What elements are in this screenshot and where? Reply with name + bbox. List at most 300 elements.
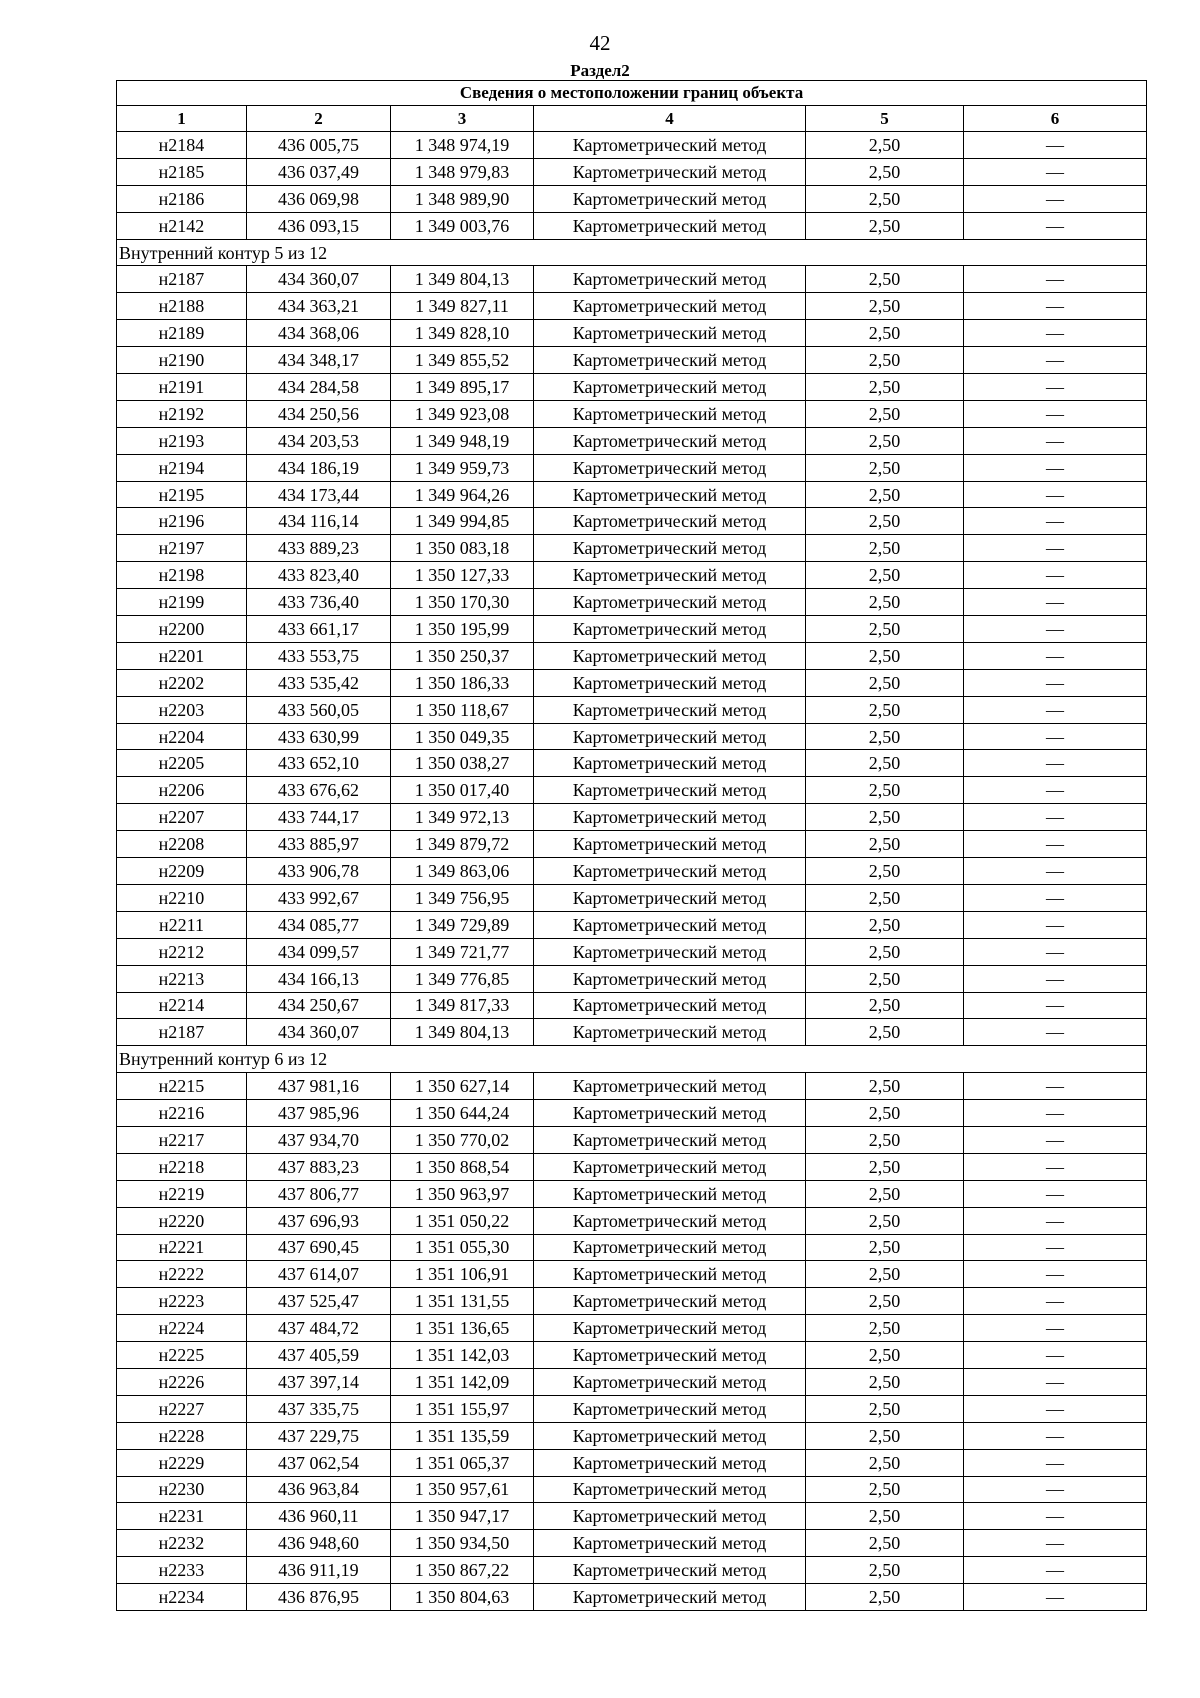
point-id-cell: н2198 (117, 562, 247, 589)
note-cell: — (964, 1584, 1147, 1611)
accuracy-cell: 2,50 (806, 911, 964, 938)
table-row (117, 938, 1147, 965)
note-cell: — (964, 1288, 1147, 1315)
column-header: 4 (534, 106, 806, 132)
accuracy-cell: 2,50 (806, 642, 964, 669)
column-header: 6 (964, 106, 1147, 132)
point-id-cell: н2232 (117, 1530, 247, 1557)
y-coordinate-cell: 1 350 049,35 (391, 723, 534, 750)
method-cell: Картометрический метод (534, 1261, 806, 1288)
column-header-row (117, 106, 1147, 132)
x-coordinate-cell: 436 948,60 (247, 1530, 391, 1557)
note-cell: — (964, 185, 1147, 212)
table-row (117, 562, 1147, 589)
accuracy-cell: 2,50 (806, 965, 964, 992)
point-id-cell: н2184 (117, 132, 247, 159)
y-coordinate-cell: 1 349 959,73 (391, 454, 534, 481)
y-coordinate-cell: 1 350 867,22 (391, 1557, 534, 1584)
method-cell: Картометрический метод (534, 831, 806, 858)
method-cell: Картометрический метод (534, 1557, 806, 1584)
method-cell: Картометрический метод (534, 535, 806, 562)
note-cell: — (964, 777, 1147, 804)
accuracy-cell: 2,50 (806, 1503, 964, 1530)
point-id-cell: н2196 (117, 508, 247, 535)
method-cell: Картометрический метод (534, 266, 806, 293)
method-cell: Картометрический метод (534, 1476, 806, 1503)
note-cell: — (964, 535, 1147, 562)
x-coordinate-cell: 433 744,17 (247, 804, 391, 831)
note-cell: — (964, 481, 1147, 508)
accuracy-cell: 2,50 (806, 293, 964, 320)
x-coordinate-cell: 433 652,10 (247, 750, 391, 777)
point-id-cell: н2218 (117, 1153, 247, 1180)
point-id-cell: н2189 (117, 320, 247, 347)
accuracy-cell: 2,50 (806, 132, 964, 159)
accuracy-cell: 2,50 (806, 481, 964, 508)
x-coordinate-cell: 433 823,40 (247, 562, 391, 589)
accuracy-cell: 2,50 (806, 454, 964, 481)
table-row (117, 589, 1147, 616)
accuracy-cell: 2,50 (806, 1530, 964, 1557)
accuracy-cell: 2,50 (806, 1584, 964, 1611)
method-cell: Картометрический метод (534, 965, 806, 992)
method-cell: Картометрический метод (534, 1180, 806, 1207)
accuracy-cell: 2,50 (806, 938, 964, 965)
y-coordinate-cell: 1 350 017,40 (391, 777, 534, 804)
table-row (117, 293, 1147, 320)
note-cell: — (964, 374, 1147, 401)
y-coordinate-cell: 1 350 868,54 (391, 1153, 534, 1180)
x-coordinate-cell: 434 116,14 (247, 508, 391, 535)
note-cell: — (964, 1557, 1147, 1584)
note-cell: — (964, 1073, 1147, 1100)
point-id-cell: н2208 (117, 831, 247, 858)
table-row (117, 1476, 1147, 1503)
table-row (117, 669, 1147, 696)
note-cell: — (964, 266, 1147, 293)
note-cell: — (964, 938, 1147, 965)
method-cell: Картометрический метод (534, 454, 806, 481)
y-coordinate-cell: 1 351 142,03 (391, 1342, 534, 1369)
y-coordinate-cell: 1 350 250,37 (391, 642, 534, 669)
x-coordinate-cell: 437 806,77 (247, 1180, 391, 1207)
note-cell: — (964, 723, 1147, 750)
x-coordinate-cell: 434 284,58 (247, 374, 391, 401)
note-cell: — (964, 1315, 1147, 1342)
accuracy-cell: 2,50 (806, 562, 964, 589)
table-row (117, 1368, 1147, 1395)
table-row (117, 535, 1147, 562)
method-cell: Картометрический метод (534, 1153, 806, 1180)
x-coordinate-cell: 433 676,62 (247, 777, 391, 804)
point-id-cell: н2224 (117, 1315, 247, 1342)
point-id-cell: н2191 (117, 374, 247, 401)
accuracy-cell: 2,50 (806, 427, 964, 454)
x-coordinate-cell: 434 166,13 (247, 965, 391, 992)
section-title: Раздел2 (570, 61, 630, 80)
table-row (117, 1019, 1147, 1046)
x-coordinate-cell: 434 173,44 (247, 481, 391, 508)
note-cell: — (964, 1395, 1147, 1422)
table-row (117, 1530, 1147, 1557)
table-row (117, 158, 1147, 185)
y-coordinate-cell: 1 350 627,14 (391, 1073, 534, 1100)
note-cell: — (964, 1530, 1147, 1557)
table-row (117, 1100, 1147, 1127)
note-cell: — (964, 1476, 1147, 1503)
y-coordinate-cell: 1 349 994,85 (391, 508, 534, 535)
x-coordinate-cell: 437 525,47 (247, 1288, 391, 1315)
x-coordinate-cell: 433 992,67 (247, 884, 391, 911)
note-cell: — (964, 212, 1147, 239)
point-id-cell: н2212 (117, 938, 247, 965)
note-cell: — (964, 669, 1147, 696)
point-id-cell: н2142 (117, 212, 247, 239)
note-cell: — (964, 1422, 1147, 1449)
point-id-cell: н2190 (117, 347, 247, 374)
note-cell: — (964, 992, 1147, 1019)
table-row (117, 1207, 1147, 1234)
accuracy-cell: 2,50 (806, 374, 964, 401)
y-coordinate-cell: 1 350 118,67 (391, 696, 534, 723)
note-cell: — (964, 427, 1147, 454)
method-cell: Картометрический метод (534, 1368, 806, 1395)
table-row (117, 992, 1147, 1019)
note-cell: — (964, 642, 1147, 669)
table-row (117, 374, 1147, 401)
contour-label: Внутренний контур 5 из 12 (117, 239, 1147, 266)
note-cell: — (964, 911, 1147, 938)
table-row (117, 1315, 1147, 1342)
accuracy-cell: 2,50 (806, 1073, 964, 1100)
method-cell: Картометрический метод (534, 1342, 806, 1369)
x-coordinate-cell: 437 397,14 (247, 1368, 391, 1395)
note-cell: — (964, 1261, 1147, 1288)
point-id-cell: н2206 (117, 777, 247, 804)
note-cell: — (964, 884, 1147, 911)
x-coordinate-cell: 434 363,21 (247, 293, 391, 320)
x-coordinate-cell: 436 005,75 (247, 132, 391, 159)
note-cell: — (964, 508, 1147, 535)
accuracy-cell: 2,50 (806, 158, 964, 185)
x-coordinate-cell: 433 885,97 (247, 831, 391, 858)
column-header: 3 (391, 106, 534, 132)
point-id-cell: н2210 (117, 884, 247, 911)
y-coordinate-cell: 1 349 827,11 (391, 293, 534, 320)
y-coordinate-cell: 1 349 817,33 (391, 992, 534, 1019)
y-coordinate-cell: 1 351 050,22 (391, 1207, 534, 1234)
accuracy-cell: 2,50 (806, 1234, 964, 1261)
table-row (117, 1126, 1147, 1153)
method-cell: Картометрический метод (534, 481, 806, 508)
method-cell: Картометрический метод (534, 884, 806, 911)
point-id-cell: н2221 (117, 1234, 247, 1261)
point-id-cell: н2225 (117, 1342, 247, 1369)
method-cell: Картометрический метод (534, 212, 806, 239)
x-coordinate-cell: 437 690,45 (247, 1234, 391, 1261)
table-row (117, 212, 1147, 239)
method-cell: Картометрический метод (534, 1100, 806, 1127)
boundary-coordinates-table (116, 80, 1147, 1611)
y-coordinate-cell: 1 350 170,30 (391, 589, 534, 616)
table-row (117, 1557, 1147, 1584)
y-coordinate-cell: 1 349 923,08 (391, 400, 534, 427)
note-cell: — (964, 1342, 1147, 1369)
method-cell: Картометрический метод (534, 669, 806, 696)
method-cell: Картометрический метод (534, 1395, 806, 1422)
table-row (117, 454, 1147, 481)
x-coordinate-cell: 434 348,17 (247, 347, 391, 374)
point-id-cell: н2211 (117, 911, 247, 938)
y-coordinate-cell: 1 351 106,91 (391, 1261, 534, 1288)
method-cell: Картометрический метод (534, 992, 806, 1019)
accuracy-cell: 2,50 (806, 1261, 964, 1288)
note-cell: — (964, 750, 1147, 777)
point-id-cell: н2217 (117, 1126, 247, 1153)
table-row (117, 266, 1147, 293)
y-coordinate-cell: 1 349 855,52 (391, 347, 534, 374)
table-row (117, 185, 1147, 212)
x-coordinate-cell: 433 736,40 (247, 589, 391, 616)
note-cell: — (964, 616, 1147, 643)
note-cell: — (964, 347, 1147, 374)
x-coordinate-cell: 434 186,19 (247, 454, 391, 481)
accuracy-cell: 2,50 (806, 1476, 964, 1503)
table-row (117, 1288, 1147, 1315)
point-id-cell: н2195 (117, 481, 247, 508)
accuracy-cell: 2,50 (806, 884, 964, 911)
method-cell: Картометрический метод (534, 1422, 806, 1449)
page-number: 42 (589, 31, 611, 55)
point-id-cell: н2216 (117, 1100, 247, 1127)
table-row (117, 858, 1147, 885)
accuracy-cell: 2,50 (806, 1180, 964, 1207)
accuracy-cell: 2,50 (806, 185, 964, 212)
y-coordinate-cell: 1 351 131,55 (391, 1288, 534, 1315)
x-coordinate-cell: 436 037,49 (247, 158, 391, 185)
point-id-cell: н2207 (117, 804, 247, 831)
point-id-cell: н2186 (117, 185, 247, 212)
accuracy-cell: 2,50 (806, 858, 964, 885)
table-body (117, 81, 1147, 1611)
point-id-cell: н2227 (117, 1395, 247, 1422)
accuracy-cell: 2,50 (806, 266, 964, 293)
point-id-cell: н2213 (117, 965, 247, 992)
table-row (117, 723, 1147, 750)
x-coordinate-cell: 437 405,59 (247, 1342, 391, 1369)
point-id-cell: н2231 (117, 1503, 247, 1530)
x-coordinate-cell: 434 099,57 (247, 938, 391, 965)
method-cell: Картометрический метод (534, 1019, 806, 1046)
table-row (117, 1584, 1147, 1611)
y-coordinate-cell: 1 350 195,99 (391, 616, 534, 643)
note-cell: — (964, 400, 1147, 427)
table-row (117, 1153, 1147, 1180)
y-coordinate-cell: 1 350 127,33 (391, 562, 534, 589)
point-id-cell: н2228 (117, 1422, 247, 1449)
note-cell: — (964, 132, 1147, 159)
x-coordinate-cell: 437 614,07 (247, 1261, 391, 1288)
accuracy-cell: 2,50 (806, 1153, 964, 1180)
method-cell: Картометрический метод (534, 1315, 806, 1342)
accuracy-cell: 2,50 (806, 804, 964, 831)
method-cell: Картометрический метод (534, 427, 806, 454)
method-cell: Картометрический метод (534, 1584, 806, 1611)
table-row (117, 508, 1147, 535)
table-row (117, 696, 1147, 723)
method-cell: Картометрический метод (534, 696, 806, 723)
table-row (117, 884, 1147, 911)
y-coordinate-cell: 1 351 055,30 (391, 1234, 534, 1261)
method-cell: Картометрический метод (534, 858, 806, 885)
x-coordinate-cell: 434 203,53 (247, 427, 391, 454)
point-id-cell: н2185 (117, 158, 247, 185)
method-cell: Картометрический метод (534, 374, 806, 401)
y-coordinate-cell: 1 348 979,83 (391, 158, 534, 185)
x-coordinate-cell: 434 250,67 (247, 992, 391, 1019)
accuracy-cell: 2,50 (806, 508, 964, 535)
y-coordinate-cell: 1 349 003,76 (391, 212, 534, 239)
table-row (117, 642, 1147, 669)
method-cell: Картометрический метод (534, 508, 806, 535)
contour-header-row (117, 239, 1147, 266)
point-id-cell: н2215 (117, 1073, 247, 1100)
note-cell: — (964, 1234, 1147, 1261)
x-coordinate-cell: 433 906,78 (247, 858, 391, 885)
y-coordinate-cell: 1 349 948,19 (391, 427, 534, 454)
accuracy-cell: 2,50 (806, 992, 964, 1019)
method-cell: Картометрический метод (534, 911, 806, 938)
point-id-cell: н2223 (117, 1288, 247, 1315)
x-coordinate-cell: 437 934,70 (247, 1126, 391, 1153)
note-cell: — (964, 1153, 1147, 1180)
x-coordinate-cell: 436 960,11 (247, 1503, 391, 1530)
table-row (117, 831, 1147, 858)
method-cell: Картометрический метод (534, 1530, 806, 1557)
method-cell: Картометрический метод (534, 938, 806, 965)
table-row (117, 777, 1147, 804)
method-cell: Картометрический метод (534, 1073, 806, 1100)
y-coordinate-cell: 1 349 804,13 (391, 266, 534, 293)
y-coordinate-cell: 1 349 895,17 (391, 374, 534, 401)
accuracy-cell: 2,50 (806, 1019, 964, 1046)
y-coordinate-cell: 1 351 065,37 (391, 1449, 534, 1476)
note-cell: — (964, 1368, 1147, 1395)
accuracy-cell: 2,50 (806, 616, 964, 643)
note-cell: — (964, 1019, 1147, 1046)
x-coordinate-cell: 436 093,15 (247, 212, 391, 239)
note-cell: — (964, 293, 1147, 320)
note-cell: — (964, 1180, 1147, 1207)
x-coordinate-cell: 437 484,72 (247, 1315, 391, 1342)
method-cell: Картометрический метод (534, 185, 806, 212)
x-coordinate-cell: 433 889,23 (247, 535, 391, 562)
note-cell: — (964, 454, 1147, 481)
y-coordinate-cell: 1 351 142,09 (391, 1368, 534, 1395)
y-coordinate-cell: 1 351 155,97 (391, 1395, 534, 1422)
point-id-cell: н2188 (117, 293, 247, 320)
point-id-cell: н2222 (117, 1261, 247, 1288)
method-cell: Картометрический метод (534, 777, 806, 804)
table-row (117, 965, 1147, 992)
point-id-cell: н2194 (117, 454, 247, 481)
point-id-cell: н2203 (117, 696, 247, 723)
method-cell: Картометрический метод (534, 616, 806, 643)
x-coordinate-cell: 434 250,56 (247, 400, 391, 427)
accuracy-cell: 2,50 (806, 723, 964, 750)
note-cell: — (964, 804, 1147, 831)
note-cell: — (964, 831, 1147, 858)
table-row (117, 320, 1147, 347)
table-row (117, 1422, 1147, 1449)
y-coordinate-cell: 1 350 644,24 (391, 1100, 534, 1127)
x-coordinate-cell: 436 911,19 (247, 1557, 391, 1584)
y-coordinate-cell: 1 349 972,13 (391, 804, 534, 831)
method-cell: Картометрический метод (534, 723, 806, 750)
method-cell: Картометрический метод (534, 1207, 806, 1234)
contour-header-row (117, 1046, 1147, 1073)
table-row (117, 1395, 1147, 1422)
x-coordinate-cell: 434 360,07 (247, 266, 391, 293)
method-cell: Картометрический метод (534, 1234, 806, 1261)
y-coordinate-cell: 1 349 964,26 (391, 481, 534, 508)
table-row (117, 481, 1147, 508)
table-row (117, 750, 1147, 777)
accuracy-cell: 2,50 (806, 1342, 964, 1369)
accuracy-cell: 2,50 (806, 669, 964, 696)
accuracy-cell: 2,50 (806, 1449, 964, 1476)
table-row (117, 347, 1147, 374)
accuracy-cell: 2,50 (806, 1422, 964, 1449)
y-coordinate-cell: 1 350 038,27 (391, 750, 534, 777)
y-coordinate-cell: 1 349 863,06 (391, 858, 534, 885)
table-row (117, 1342, 1147, 1369)
method-cell: Картометрический метод (534, 562, 806, 589)
table-row (117, 1234, 1147, 1261)
note-cell: — (964, 1449, 1147, 1476)
method-cell: Картометрический метод (534, 400, 806, 427)
y-coordinate-cell: 1 350 083,18 (391, 535, 534, 562)
point-id-cell: н2230 (117, 1476, 247, 1503)
point-id-cell: н2229 (117, 1449, 247, 1476)
note-cell: — (964, 1207, 1147, 1234)
table-row (117, 400, 1147, 427)
x-coordinate-cell: 436 876,95 (247, 1584, 391, 1611)
table-row (117, 1261, 1147, 1288)
accuracy-cell: 2,50 (806, 1288, 964, 1315)
point-id-cell: н2233 (117, 1557, 247, 1584)
accuracy-cell: 2,50 (806, 777, 964, 804)
accuracy-cell: 2,50 (806, 1100, 964, 1127)
y-coordinate-cell: 1 351 135,59 (391, 1422, 534, 1449)
point-id-cell: н2199 (117, 589, 247, 616)
table-row (117, 132, 1147, 159)
accuracy-cell: 2,50 (806, 1557, 964, 1584)
contour-label: Внутренний контур 6 из 12 (117, 1046, 1147, 1073)
x-coordinate-cell: 433 661,17 (247, 616, 391, 643)
point-id-cell: н2219 (117, 1180, 247, 1207)
accuracy-cell: 2,50 (806, 1395, 964, 1422)
accuracy-cell: 2,50 (806, 1368, 964, 1395)
accuracy-cell: 2,50 (806, 347, 964, 374)
x-coordinate-cell: 437 985,96 (247, 1100, 391, 1127)
y-coordinate-cell: 1 349 721,77 (391, 938, 534, 965)
point-id-cell: н2226 (117, 1368, 247, 1395)
point-id-cell: н2187 (117, 1019, 247, 1046)
note-cell: — (964, 589, 1147, 616)
method-cell: Картометрический метод (534, 347, 806, 374)
table-row (117, 1073, 1147, 1100)
